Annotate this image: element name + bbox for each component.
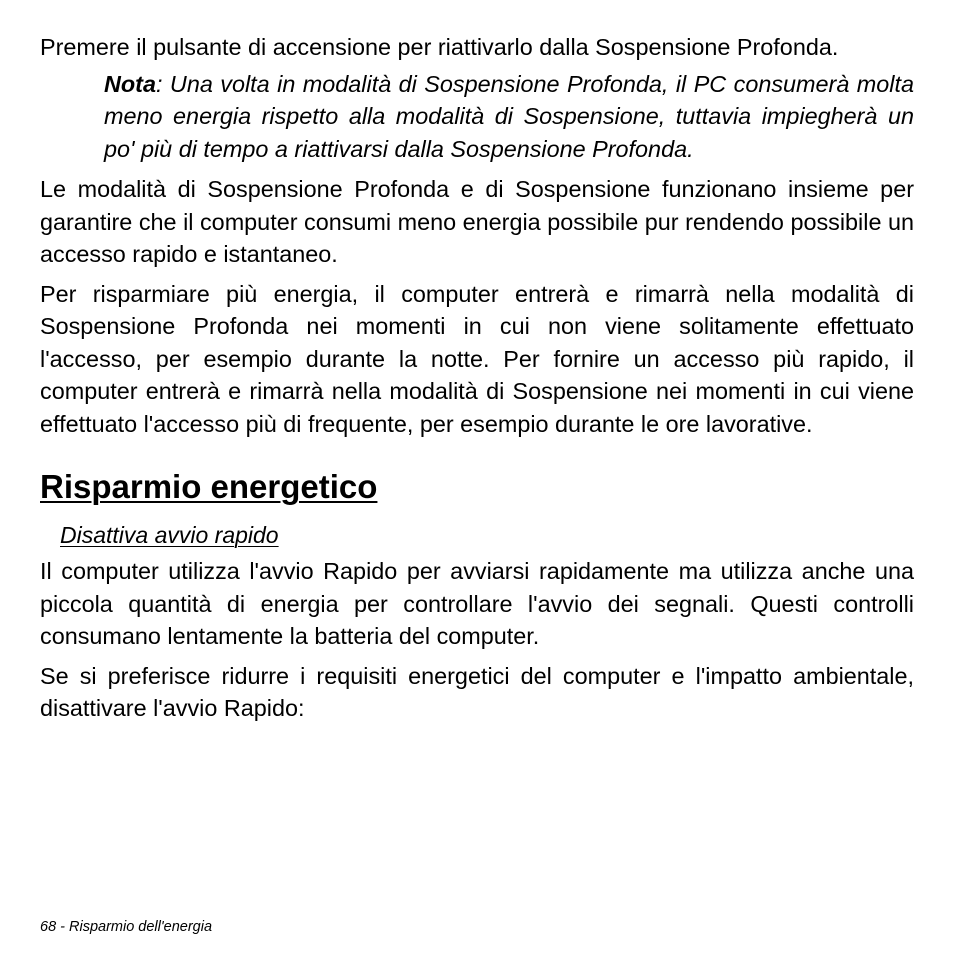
body-paragraph-disable-fast-startup: Se si preferisce ridurre i requisiti energetici del computer e l'impatto ambientale, disattivare l'avvio Rapido: — [40, 662, 914, 721]
section-heading: Risparmio energetico — [40, 468, 378, 505]
intro-paragraph: Premere il pulsante di accensione per riattivarlo dalla Sospensione Profonda. — [40, 34, 839, 60]
note-label: Nota — [104, 70, 156, 97]
section-subheading: Disattiva avvio rapido — [60, 522, 279, 548]
body-paragraph-sleep-modes: Le modalità di Sospensione Profonda e di Sospensione funzionano insieme per garantire che il computer consumi meno energia possibile pur rendendo possibile un accesso rapido e istantaneo. — [40, 176, 914, 267]
body-paragraph-energy-saving: Per risparmiare più energia, il computer entrerà e rimarrà nella modalità di Sospensione Profonda nei momenti in cui non viene solitamente effettuato l'accesso, per esempio durante la notte. Per fornire un accesso più rapido, il computer entrerà e rimarrà nella modalità di Sospensione nei momenti in cui viene effettuato l'accesso più di frequente, per esempio durante le ore lavorative. — [40, 280, 914, 437]
body-paragraph-fast-startup: Il computer utilizza l'avvio Rapido per avviarsi rapidamente ma utilizza anche una piccola quantità di energia per controllare l'avvio dei segnali. Questi controlli consumano lentamente la batteria del computer. — [40, 558, 914, 649]
page-footer: 68 - Risparmio dell'energia — [40, 919, 213, 935]
document-page — [40, 31, 914, 725]
note-text: : Una volta in modalità di Sospensione Profonda, il PC consumerà molta meno energia rispetto alla modalità di Sospensione, tuttavia impiegherà un po' più di tempo a riattivarsi dalla Sospensione Profonda. — [104, 70, 914, 162]
note-paragraph — [104, 68, 914, 166]
